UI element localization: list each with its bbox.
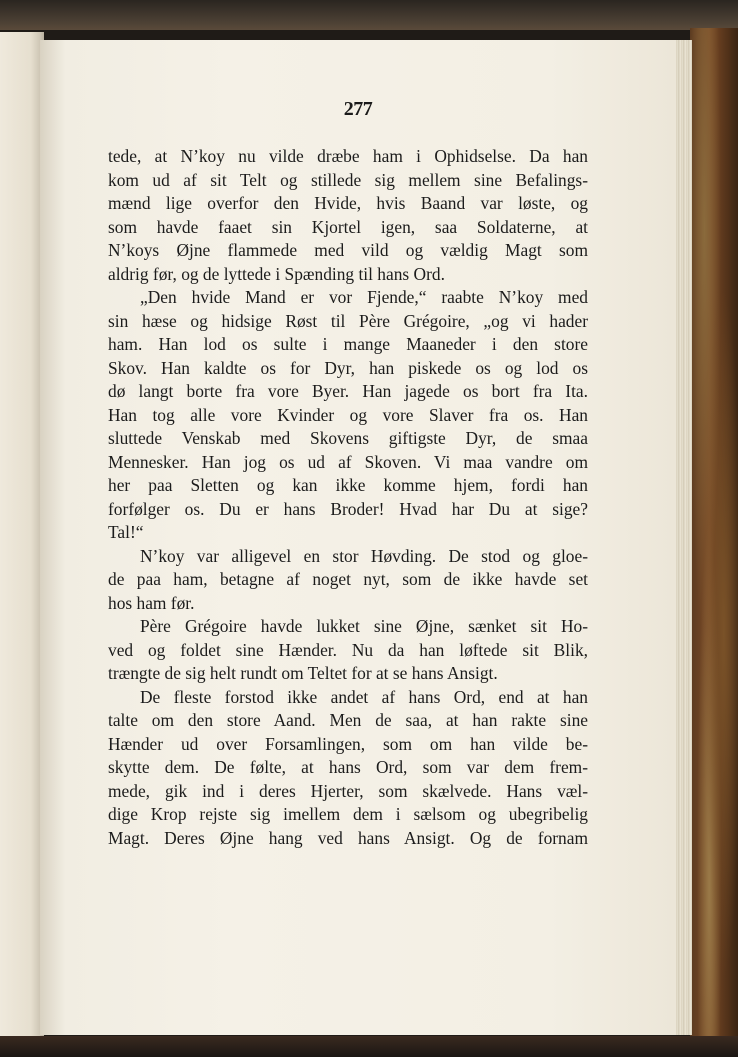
- text-line: hos ham før.: [108, 592, 195, 613]
- text-line: talte om den store Aand. Men de saa, at han rakte sine: [108, 710, 588, 730]
- text-line: her paa Sletten og kan ikke komme hjem, fordi han: [108, 475, 588, 495]
- text-line: de paa ham, betagne af noget nyt, som de ikke havde set: [108, 569, 588, 589]
- text-line: dø langt borte fra vore Byer. Han jagede os bort fra Ita.: [108, 381, 588, 401]
- paragraph: [108, 286, 588, 545]
- left-page-edge: [0, 32, 44, 1038]
- paragraph: [108, 615, 588, 686]
- text-line: aldrig før, og de lyttede i Spænding til hans Ord.: [108, 263, 445, 284]
- book-cover-bottom: [0, 1036, 738, 1057]
- page-number: 277: [343, 98, 373, 120]
- text-line: mede, gik ind i deres Hjerter, som skælvede. Hans væl-: [108, 780, 588, 801]
- paragraph: [108, 145, 588, 286]
- text-line: De fleste forstod ikke andet af hans Ord, end at han: [140, 686, 588, 707]
- text-line: mænd lige overfor den Hvide, hvis Baand var løste, og: [108, 193, 588, 213]
- text-line: sluttede Venskab med Skovens giftigste Dyr, de smaa: [108, 428, 588, 448]
- text-line: kom ud af sit Telt og stillede sig mellem sine Befalings-: [108, 169, 588, 190]
- text-line: som havde faaet sin Kjortel igen, saa Soldaterne, at: [108, 216, 588, 237]
- text-line: N’koys Øjne flammede med vild og vældig Magt som: [108, 240, 588, 260]
- text-line: ved og foldet sine Hænder. Nu da han løftede sit Blik,: [108, 639, 588, 660]
- paragraph: [108, 686, 588, 851]
- book-page: [40, 40, 676, 1035]
- text-line: ham. Han lod os sulte i mange Maaneder i den store: [108, 334, 588, 354]
- text-line: Tal!“: [108, 522, 144, 542]
- text-line: Hænder ud over Forsamlingen, som om han vilde be-: [108, 733, 588, 754]
- text-line: N’koy var alligevel en stor Høvding. De stod og gloe-: [140, 545, 588, 566]
- book-cover-board: [690, 28, 738, 1038]
- text-line: skytte dem. De følte, at hans Ord, som var dem frem-: [108, 757, 588, 777]
- text-line: Magt. Deres Øjne hang ved hans Ansigt. Og de fornam: [108, 827, 588, 848]
- text-line: dige Krop rejste sig imellem dem i sælsom og ubegribelig: [108, 804, 588, 824]
- body-text: [108, 145, 588, 850]
- text-line: Mennesker. Han jog os ud af Skoven. Vi maa vandre om: [108, 451, 588, 472]
- text-line: „Den hvide Mand er vor Fjende,“ raabte N’koy med: [140, 287, 588, 307]
- book-cover-top: [0, 0, 738, 30]
- text-line: Skov. Han kaldte os for Dyr, han piskede os og lod os: [108, 357, 588, 378]
- text-line: trængte de sig helt rundt om Teltet for at se hans Ansigt.: [108, 663, 498, 683]
- text-line: forfølger os. Du er hans Broder! Hvad har Du at sige?: [108, 498, 588, 519]
- text-line: Han tog alle vore Kvinder og vore Slaver fra os. Han: [108, 404, 588, 425]
- paragraph: [108, 545, 588, 616]
- text-line: Père Grégoire havde lukket sine Øjne, sænket sit Ho-: [140, 616, 588, 636]
- text-line: tede, at N’koy nu vilde dræbe ham i Ophidselse. Da han: [108, 146, 588, 166]
- text-line: sin hæse og hidsige Røst til Père Grégoire, „og vi hader: [108, 310, 588, 331]
